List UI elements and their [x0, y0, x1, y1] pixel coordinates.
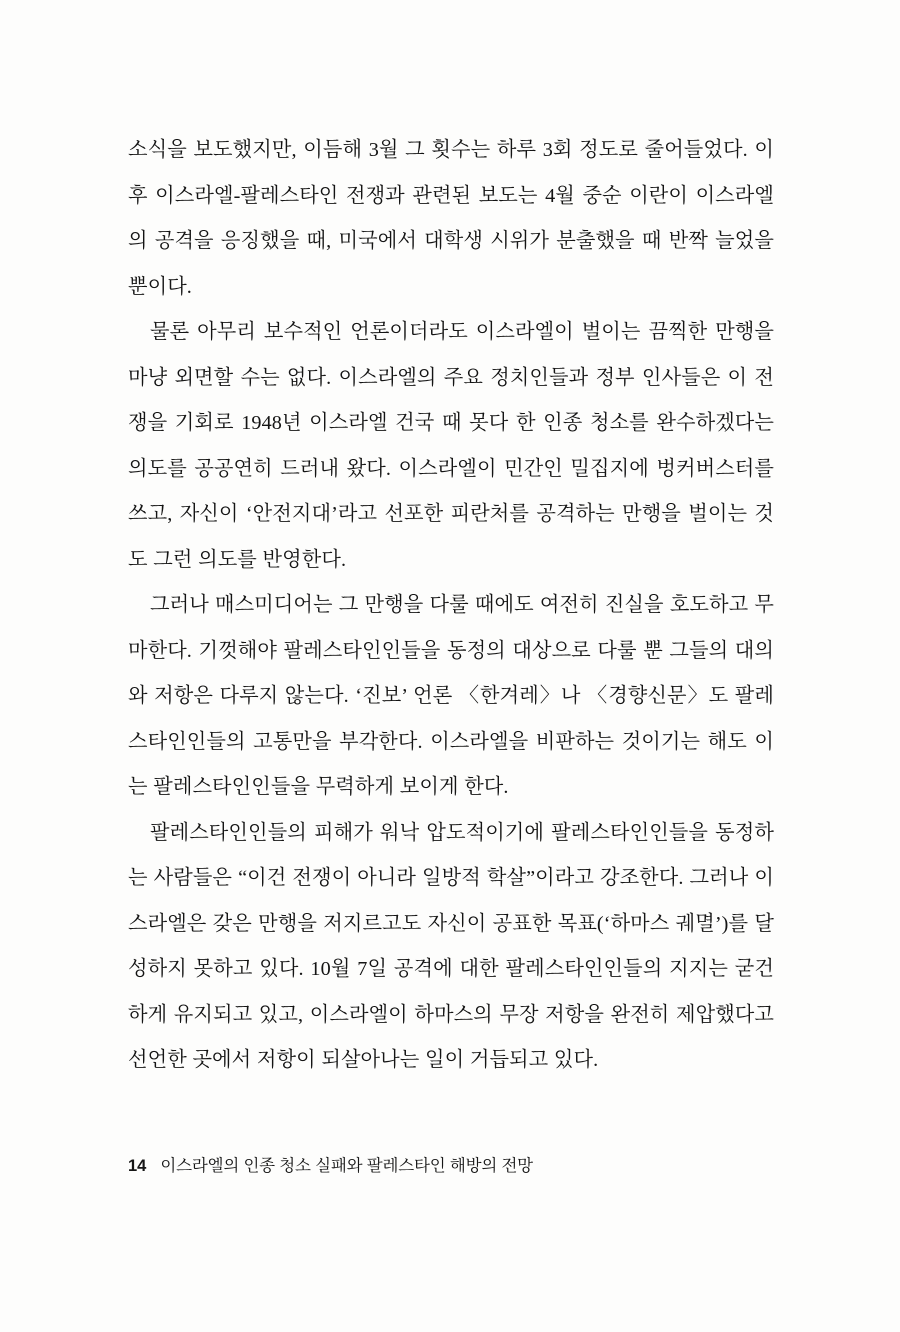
body-text-block [128, 128, 774, 1084]
page-number: 14 [128, 1157, 147, 1175]
paragraph-2: 물론 아무리 보수적인 언론이더라도 이스라엘이 벌이는 끔찍한 만행을 마냥 외면할 수는 없다. 이스라엘의 주요 정치인들과 정부 인사들은 이 전쟁을 기회로 1948년 이스라엘 건국 때 못다 한 인종 청소를 완수하겠다는 의도를 공공연히 드러내 왔다. 이스라엘이 민간인 밀집지에 벙커버스터를 쓰고, 자신이 ‘안전지대’라고 선포한 피란처를 공격하는 만행을 벌이는 것도 그런 의도를 반영한다. [128, 321, 774, 571]
page-footer [128, 1152, 828, 1176]
paragraph-3: 그러나 매스미디어는 그 만행을 다룰 때에도 여전히 진실을 호도하고 무마한다. 기껏해야 팔레스타인인들을 동정의 대상으로 다룰 뿐 그들의 대의와 저항은 다루지 않는다. ‘진보’ 언론 〈한겨레〉나 〈경향신문〉도 팔레스타인인들의 고통만을 부각한다. 이스라엘을 비판하는 것이기는 해도 이는 팔레스타인인들을 무력하게 보이게 한다. [128, 594, 774, 798]
paragraph-4: 팔레스타인인들의 피해가 워낙 압도적이기에 팔레스타인인들을 동정하는 사람들은 “이건 전쟁이 아니라 일방적 학살”이라고 강조한다. 그러나 이스라엘은 갖은 만행을 저지르고도 자신이 공표한 목표(‘하마스 궤멸’)를 달성하지 못하고 있다. 10월 7일 공격에 대한 팔레스타인인들의 지지는 굳건하게 유지되고 있고, 이스라엘이 하마스의 무장 저항을 완전히 제압했다고 선언한 곳에서 저항이 되살아나는 일이 거듭되고 있다. [128, 821, 774, 1071]
running-title: 이스라엘의 인종 청소 실패와 팔레스타인 해방의 전망 [160, 1157, 533, 1175]
paragraph-1: 소식을 보도했지만, 이듬해 3월 그 횟수는 하루 3회 정도로 줄어들었다. 이후 이스라엘-팔레스타인 전쟁과 관련된 보도는 4월 중순 이란이 이스라엘의 공격을 응징했을 때, 미국에서 대학생 시위가 분출했을 때 반짝 늘었을 뿐이다. [128, 139, 774, 298]
